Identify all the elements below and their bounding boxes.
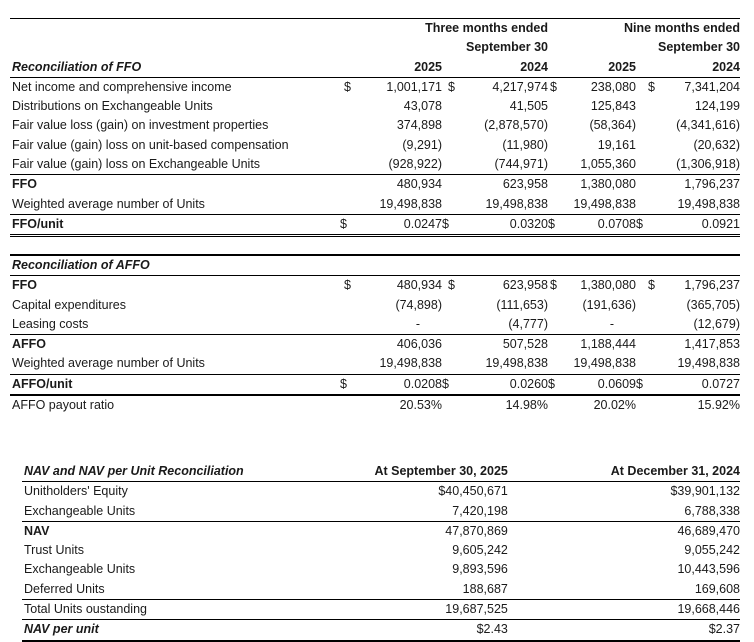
nine-months-header: Nine months ended — [624, 21, 740, 35]
cell-value: 19,498,838 — [466, 195, 548, 215]
nav-section-title: NAV and NAV per Unit Reconciliation — [22, 462, 254, 482]
cell-value: 20.02% — [593, 398, 636, 413]
cell-value: 19,498,838 — [362, 354, 442, 374]
cell-value: 238,080 — [590, 79, 636, 94]
cell-value: (74,898) — [395, 297, 442, 312]
cell-value: 480,934 — [396, 177, 442, 192]
row-label: Capital expenditures — [12, 297, 126, 312]
cell-value: $39,901,132 — [670, 484, 740, 499]
three-months-header: Three months ended — [425, 21, 548, 35]
cell-value: 0.0609 — [564, 374, 636, 395]
column-header: At December 31, 2024 — [508, 462, 740, 482]
cell-value: 6,788,338 — [508, 502, 740, 522]
table-row-per-unit — [22, 620, 740, 641]
table-row — [22, 580, 740, 600]
cell-value: (20,632) — [693, 137, 740, 152]
cell-value: 20.53% — [399, 398, 442, 413]
row-label: NAV per unit — [22, 620, 254, 641]
table-row — [22, 560, 740, 579]
cell-value: (1,306,918) — [666, 155, 740, 175]
currency-symbol: $ — [636, 214, 666, 235]
cell-value: 0.0260 — [466, 374, 548, 395]
cell-value: $40,450,671 — [438, 484, 508, 499]
cell-value: 169,608 — [508, 580, 740, 600]
cell-value: (111,653) — [496, 297, 548, 312]
row-label: AFFO/unit — [10, 374, 340, 395]
cell-value: $2.43 — [254, 620, 508, 641]
cell-value: 10,443,596 — [677, 562, 740, 577]
cell-value: - — [564, 315, 636, 335]
cell-value: (12,679) — [666, 315, 740, 335]
affo-section-title: Reconciliation of AFFO — [10, 255, 340, 276]
cell-value: (9,291) — [402, 137, 442, 152]
table-row — [10, 116, 740, 135]
table-row-total — [22, 521, 740, 541]
table-row — [22, 482, 740, 502]
table-row — [10, 354, 740, 374]
row-label: Unitholders' Equity — [24, 484, 128, 499]
cell-value: 0.0708 — [564, 214, 636, 235]
cell-value: 9,605,242 — [452, 543, 508, 558]
cell-value: 124,199 — [694, 99, 740, 114]
cell-value: 19,498,838 — [362, 195, 442, 215]
cell-value: 19,498,838 — [666, 354, 740, 374]
cell-value: (58,364) — [589, 118, 636, 133]
cell-value: 374,898 — [396, 118, 442, 133]
row-label: FFO — [12, 278, 37, 293]
row-label: Weighted average number of Units — [10, 354, 340, 374]
row-label: AFFO payout ratio — [12, 398, 115, 413]
cell-value: (4,777) — [466, 315, 548, 335]
currency-symbol: $ — [448, 79, 455, 94]
cell-value: 15.92% — [697, 398, 740, 413]
column-header: At September 30, 2025 — [254, 462, 508, 482]
cell-value: $2.37 — [508, 620, 740, 641]
table-row — [10, 155, 740, 175]
three-months-period: September 30 — [466, 40, 548, 55]
currency-symbol: $ — [550, 79, 557, 94]
cell-value: 1,417,853 — [684, 337, 740, 352]
cell-value: (365,705) — [686, 297, 740, 312]
currency-symbol: $ — [340, 214, 362, 235]
cell-value: 9,055,242 — [684, 543, 740, 558]
cell-value: 14.98% — [505, 398, 548, 413]
cell-value: - — [362, 315, 442, 335]
table-row — [22, 600, 740, 620]
cell-value: 19,161 — [597, 137, 636, 152]
cell-value: 1,796,237 — [684, 278, 740, 293]
year-header: 2025 — [564, 58, 636, 78]
cell-value: 7,420,198 — [254, 502, 508, 522]
table-row-total — [10, 335, 740, 355]
currency-symbol: $ — [344, 278, 351, 293]
cell-value: 623,958 — [502, 177, 548, 192]
cell-value: 19,668,446 — [508, 600, 740, 620]
cell-value: (928,922) — [362, 155, 442, 175]
currency-symbol: $ — [648, 278, 655, 293]
cell-value: 0.0247 — [362, 214, 442, 235]
table-row — [10, 77, 740, 97]
ffo-reconciliation-table — [10, 18, 740, 237]
row-label: Net income and comprehensive income — [12, 79, 232, 94]
table-row-total — [10, 276, 740, 296]
row-label: Total Units oustanding — [22, 600, 254, 620]
year-header: 2025 — [362, 58, 442, 78]
cell-value: 0.0208 — [362, 374, 442, 395]
cell-value: 0.0320 — [466, 214, 548, 235]
cell-value: 19,687,525 — [254, 600, 508, 620]
currency-symbol: $ — [344, 79, 351, 94]
cell-value: 1,796,237 — [684, 177, 740, 192]
table-row — [10, 97, 740, 116]
cell-value: 19,498,838 — [564, 354, 636, 374]
table-row — [10, 195, 740, 215]
row-label: Fair value loss (gain) on investment properties — [12, 118, 269, 133]
currency-symbol: $ — [442, 374, 466, 395]
table-row-per-unit — [10, 374, 740, 395]
nav-reconciliation-table — [22, 462, 740, 642]
row-label: Fair value (gain) loss on Exchangeable Units — [10, 155, 340, 175]
year-header: 2024 — [666, 58, 740, 78]
row-label: Distributions on Exchangeable Units — [12, 99, 213, 114]
cell-value: 480,934 — [396, 278, 442, 293]
cell-value: 0.0921 — [666, 214, 740, 235]
cell-value: (2,878,570) — [484, 118, 548, 133]
table-row — [22, 541, 740, 560]
cell-value: 1,380,080 — [580, 278, 636, 293]
row-label: Exchangeable Units — [24, 562, 136, 577]
row-label: Weighted average number of Units — [10, 195, 340, 215]
cell-value: (744,971) — [466, 155, 548, 175]
cell-value: 1,380,080 — [580, 177, 636, 192]
currency-symbol: $ — [648, 79, 655, 94]
cell-value: 43,078 — [403, 99, 442, 114]
row-label: AFFO — [12, 337, 47, 352]
cell-value: 125,843 — [590, 99, 636, 114]
cell-value: 1,188,444 — [580, 337, 636, 352]
currency-symbol: $ — [340, 374, 362, 395]
row-label: Fair value (gain) loss on unit-based compensation — [12, 137, 289, 152]
cell-value: 7,341,204 — [684, 79, 740, 94]
cell-value: 188,687 — [254, 580, 508, 600]
cell-value: 406,036 — [396, 337, 442, 352]
row-label: Deferred Units — [22, 580, 254, 600]
cell-value: 4,217,974 — [492, 79, 548, 94]
cell-value: (191,636) — [582, 297, 636, 312]
table-row-per-unit — [10, 214, 740, 235]
row-label: Leasing costs — [10, 315, 340, 335]
cell-value: 507,528 — [502, 337, 548, 352]
cell-value: (4,341,616) — [676, 118, 740, 133]
year-header: 2024 — [466, 58, 548, 78]
row-label: Exchangeable Units — [22, 502, 254, 522]
currency-symbol: $ — [442, 214, 466, 235]
cell-value: 19,498,838 — [666, 195, 740, 215]
cell-value: (11,980) — [502, 137, 548, 152]
row-label: Trust Units — [24, 543, 84, 558]
cell-value: 1,055,360 — [564, 155, 636, 175]
table-row — [10, 395, 740, 415]
row-label: NAV — [24, 523, 50, 538]
cell-value: 41,505 — [509, 99, 548, 114]
cell-value: 19,498,838 — [466, 354, 548, 374]
cell-value: 0.0727 — [666, 374, 740, 395]
nine-months-period: September 30 — [658, 40, 740, 55]
cell-value: 19,498,838 — [564, 195, 636, 215]
cell-value: 623,958 — [502, 278, 548, 293]
row-label: FFO — [12, 177, 37, 192]
table-row — [22, 502, 740, 522]
table-row — [10, 296, 740, 315]
table-row-total — [10, 175, 740, 195]
currency-symbol: $ — [636, 374, 666, 395]
ffo-section-title: Reconciliation of FFO — [10, 58, 340, 78]
row-label: FFO/unit — [10, 214, 340, 235]
cell-value: 9,893,596 — [452, 562, 508, 577]
table-row — [10, 136, 740, 155]
cell-value: 47,870,869 — [445, 523, 508, 538]
cell-value: 1,001,171 — [386, 79, 442, 94]
currency-symbol: $ — [548, 374, 564, 395]
currency-symbol: $ — [550, 278, 557, 293]
table-row — [10, 315, 740, 335]
cell-value: 46,689,470 — [677, 523, 740, 538]
affo-reconciliation-table — [10, 254, 740, 415]
currency-symbol: $ — [448, 278, 455, 293]
currency-symbol: $ — [548, 214, 564, 235]
